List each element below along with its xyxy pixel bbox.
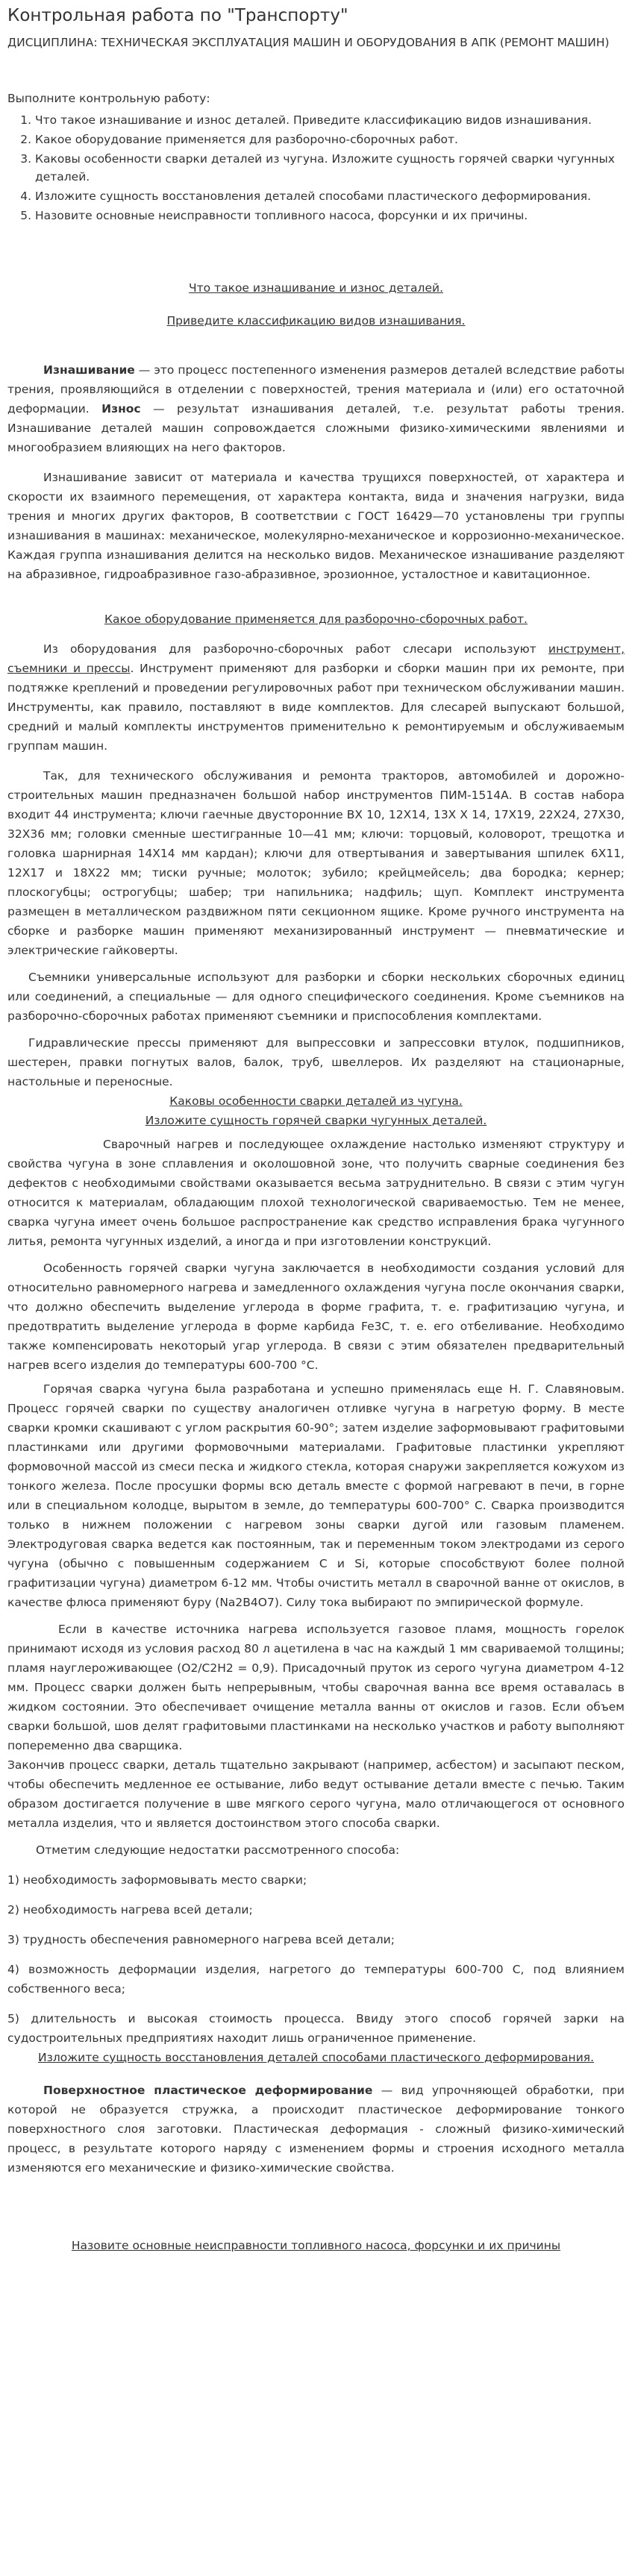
q3-heading-2: Изложите сущность горячей сварки чугунных деталей.: [145, 1114, 487, 1127]
q3-drawback-item: 1) необходимость заформовывать место сварки;: [7, 1873, 307, 1887]
term-wear-process: Изнашивание: [43, 363, 135, 377]
q2-heading: Какое оборудование применяется для разборочно-сборочных работ.: [104, 612, 528, 626]
q4-paragraph-1: [7, 2081, 625, 2178]
task-item: 5. Назовите основные неисправности топливного насоса, форсунки и их причины.: [35, 207, 625, 225]
task-item: 4. Изложите сущность восстановления деталей способами пластического деформирования.: [35, 187, 625, 205]
term-wear: Износ: [101, 402, 141, 416]
q1-p1-text-a: — это процесс постепенного изменения размеров деталей вследствие работы трения, проявляющийся в отделении с поверхностей, трения материала и (или) его остаточной деформации.: [7, 363, 625, 416]
q3-drawback-item: 4) возможность деформации изделия, нагретого до температуры 600-700 С, под влиянием собственного веса;: [7, 1963, 625, 1996]
q3-heading-1: Каковы особенности сварки деталей из чугуна.: [169, 1094, 463, 1108]
tools-link[interactable]: инструмент,: [548, 642, 625, 656]
q3-paragraph-6: Отметим следующие недостатки рассмотренного способа:: [36, 1843, 400, 1857]
q3-drawback-item: 2) необходимость нагрева всей детали;: [7, 1903, 253, 1917]
q2-p1-text-b: . Инструмент применяют для разборки и сборки машин при их ремонте, при подтяжке креплений и проведении регулировочных работ при техническом обслуживании машин. Инструменты, как правило, поставляют в виде комплектов. Для слесарей выпускают большой, средний и малый комплекты инструментов применительно к ремонтируемым и обслуживаемым группам машин.: [7, 662, 625, 753]
q3-paragraph-4: Если в качестве источника нагрева используется газовое пламя, мощность горелок принимают исходя из условия расход 80 л ацетилена в час на каждый 1 мм свариваемой толщины; пламя науглероживающее (O2/C2H2 = 0,9). Присадочный пруток из серого чугуна диаметром 4-12 мм. Процесс сварки должен быть непрерывным, чтобы сварочная ванна все время оставалась в жидком состоянии. Это обеспечивает очищение металла ванны от окислов и газов. Если объем сварки большой, шов делят графитовыми пластинками на несколько участков и работу выполняют попеременно два сварщика.: [7, 1623, 625, 1752]
q2-paragraph-1: [7, 639, 625, 756]
q5-heading: Назовите основные неисправности топливного насоса, форсунки и их причины: [71, 2239, 561, 2252]
task-list: [7, 111, 625, 225]
pullers-presses-link[interactable]: съемники и прессы: [7, 662, 131, 675]
q3-paragraph-2: Особенность горячей сварки чугуна заключается в необходимости создания условий для относительно равномерного нагрева и замедленного охлаждения чугуна после окончания сварки, что должно обеспечить выделение углерода в форме графита, т. е. графитизацию чугуна, и предотвратить выделение углерода в форме карбида Fe3C, т. е. его отбеливание. Необходимо также компенсировать некоторый угар углерода. В связи с этим обязателен предварительный нагрев всего изделия до температуры 600-700 °С.: [7, 1262, 625, 1372]
q2-p1-text-a: Из оборудования для разборочно-сборочных работ слесари используют: [43, 642, 548, 656]
q2-paragraph-4: Гидравлические прессы применяют для выпрессовки и запрессовки втулок, подшипников, шестерен, правки погнутых валов, балок, труб, швеллеров. Их разделяют на стационарные, настольные и переносные.: [7, 1036, 625, 1088]
discipline-line: ДИСЦИПЛИНА: ТЕХНИЧЕСКАЯ ЭКСПЛУАТАЦИЯ МАШИН И ОБОРУДОВАНИЯ В АПК (РЕМОНТ МАШИН): [7, 36, 610, 49]
q1-paragraph-2: Изнашивание зависит от материала и качества трущихся поверхностей, от характера и скорости их взаимного перемещения, от характера контакта, вида и значения нагрузки, вида трения и многих других факторов, В соответствии с ГОСТ 16429—70 установлены три группы изнашивания в машинах: механическое, молекулярно-механическое и коррозионно-механическое. Каждая группа изнашивания делится на несколько видов. Механическое изнашивание разделяют на абразивное, гидроабразивное газо-абразивное, эрозионное, усталостное и кавитационное.: [7, 471, 625, 581]
q3-drawback-item: 5) длительность и высокая стоимость процесса. Ввиду этого способ горячей зарки на судостроительных предприятиях находит лишь ограниченное применение.: [7, 2012, 625, 2045]
q3-paragraph-1: Сварочный нагрев и последующее охлаждение настолько изменяют структуру и свойства чугуна в зоне сплавления и околошовной зоне, что получить сварные соединения без дефектов с необходимыми свойствами оказывается весьма затруднительно. В связи с этим чугун относится к материалам, обладающим плохой технологической свариваемостью. Тем не менее, сварка чугуна имеет очень большое распространение как средство исправления брака чугунного литья, ремонта чугунных изделий, а иногда и при изготовлении конструкций.: [7, 1138, 625, 1248]
task-item: 1. Что такое изнашивание и износ деталей. Приведите классификацию видов изнашивания.: [35, 111, 625, 129]
q4-p1-text: — вид упрочняющей обработки, при которой не образуется стружка, а происходит пластическое деформирование тонкого поверхностного слоя заготовки. Пластическая деформация - сложный физико-химический процесс, в результате которого наряду с изменением формы и строения исходного металла изменяются его механические и физико-химические свойства.: [7, 2084, 625, 2175]
q3-paragraph-5: Закончив процесс сварки, деталь тщательно закрывают (например, асбестом) и засыпают песком, чтобы обеспечить медленное ее остывание, либо ведут остывание детали вместе с печью. Таким образом достигается получение в шве мягкого серого чугуна, мало отличающегося от основного металла изделия, что и является достоинством этого способа сварки.: [7, 1758, 625, 1830]
task-item: 2. Какое оборудование применяется для разборочно-сборочных работ.: [35, 131, 625, 148]
q4-heading: Изложите сущность восстановления деталей способами пластического деформирования.: [37, 2051, 595, 2064]
q2-paragraph-3: Съемники универсальные используют для разборки и сборки нескольких сборочных единиц или соединений, а специальные — для одного специфического соединения. Кроме съемников на разборочно-сборочных работах применяют съемники и приспособления комплектами.: [7, 971, 625, 1023]
q1-paragraph-1: [7, 360, 625, 457]
task-item: 3. Каковы особенности сварки деталей из чугуна. Изложите сущность горячей сварки чугунных деталей.: [35, 150, 625, 186]
term-surface-deformation: Поверхностное пластическое деформирование: [43, 2084, 373, 2097]
page-title: Контрольная работа по "Транспорту": [7, 6, 348, 25]
q3-paragraph-3: Горячая сварка чугуна была разработана и успешно применялась еще Н. Г. Славяновым. Процесс горячей сварки по существу аналогичен отливке чугуна в нагретую форму. В месте сварки кромки скашивают с углом раскрытия 60-90°; затем изделие заформовывают графитовыми пластинками или другими формовочными материалами. Графитовые пластинки укрепляют формовочной массой из смеси песка и жидкого стекла, которая снаружи закрепляется кожухом из тонкого железа. После просушки формы всю деталь вместе с формой нагревают в печи, в горне или в специальном колодце, вырытом в земле, до температуры 600-700° С. Сварка производится только в нижнем положении с нагревом зоны сварки дугой или газовым пламенем. Электродуговая сварка ведется как постоянным, так и переменным током электродами из серого чугуна (обычно с повышенным содержанием С и Si, которые способствуют более полной графитизации чугуна) диаметром 6-12 мм. Чтобы очистить металл в сварочной ванне от окислов, в качестве флюса применяют буру (Na2B4O7). Силу тока выбирают по эмпирической формуле.: [7, 1382, 625, 1609]
intro-text: Выполните контрольную работу:: [7, 92, 210, 105]
q2-paragraph-2: Так, для технического обслуживания и ремонта тракторов, автомобилей и дорожно-строительных машин предназначен большой набор инструментов ПИМ-1514А. В состав набора входит 44 инструмента; ключи гаечные двусторонние ВХ 10, 12Х14, 13Х Х 14, 17Х19, 22Х24, 27Х30, 32Х36 мм; головки сменные шестигранные 10—41 мм; ключи: торцовый, коловорот, трещотка и головка шарнирная 14Х14 мм кардан); ключи для отвертывания и завертывания шпилек 6Х11, 12Х17 и 18Х22 мм; тиски ручные; молоток; зубило; крейцмейсель; два бородка; кернер; плоскогубцы; острогубцы; шабер; три напильника; надфиль; щуп. Комплект инструмента размещен в металлическом раздвижном пяти секционном ящике. Кроме ручного инструмента на сборке и разборке машин применяют механизированный инструмент — пневматические и электрические гайковерты.: [7, 769, 625, 957]
q1-heading-2: Приведите классификацию видов изнашивания.: [166, 314, 466, 328]
q1-p1-text-b: — результат изнашивания деталей, т.е. результат работы трения. Изнашивание деталей машин сопровождается сложными физико-химическими явлениями и многообразием влияющих на него факторов.: [7, 402, 625, 454]
q3-drawback-item: 3) трудность обеспечения равномерного нагрева всей детали;: [7, 1933, 395, 1946]
q1-heading-1: Что такое изнашивание и износ деталей.: [188, 281, 443, 295]
